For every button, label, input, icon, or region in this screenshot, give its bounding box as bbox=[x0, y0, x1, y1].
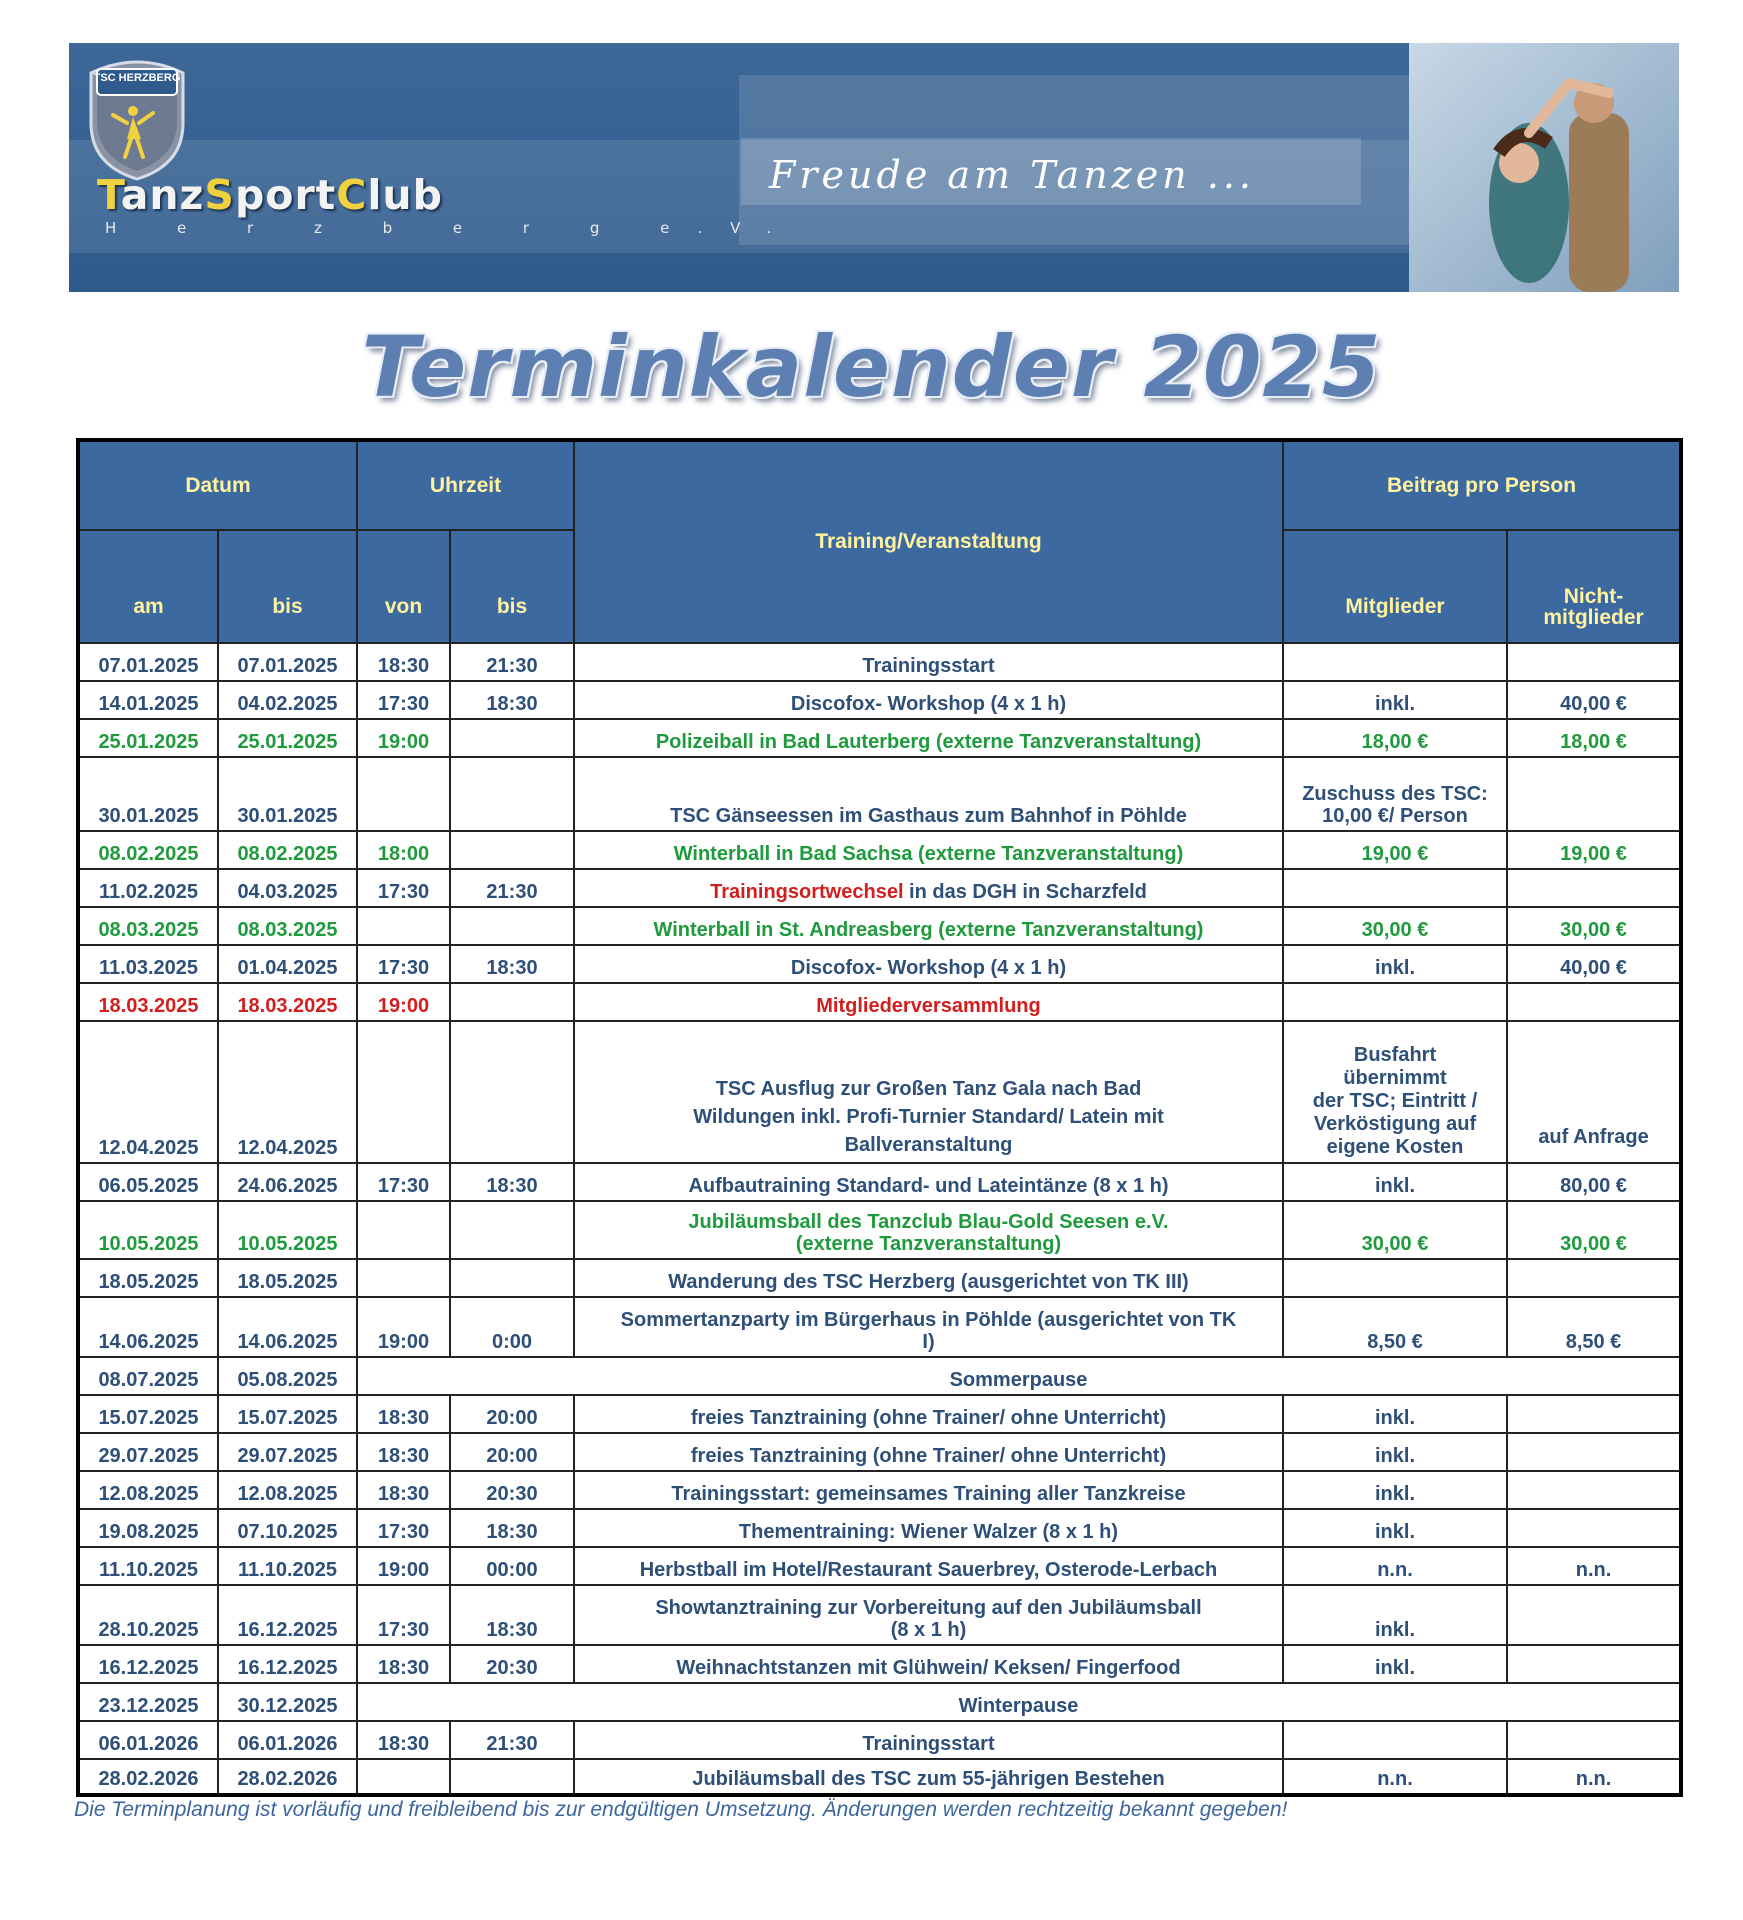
table-row bbox=[78, 1163, 1681, 1201]
header-bis-date: bis bbox=[218, 530, 357, 643]
table-cell: 08.02.2025 bbox=[78, 831, 218, 869]
table-cell: inkl. bbox=[1283, 1645, 1507, 1683]
table-cell bbox=[450, 1759, 574, 1795]
table-cell: 01.04.2025 bbox=[218, 945, 357, 983]
table-cell bbox=[357, 1759, 450, 1795]
table-cell bbox=[1507, 643, 1681, 681]
table-row bbox=[78, 831, 1681, 869]
table-cell: 19:00 bbox=[357, 983, 450, 1021]
table-row bbox=[78, 681, 1681, 719]
table-cell bbox=[1507, 869, 1681, 907]
table-cell bbox=[1283, 869, 1507, 907]
table-cell: 8,50 € bbox=[1283, 1297, 1507, 1357]
table-cell: 18:30 bbox=[357, 643, 450, 681]
table-cell: 28.02.2026 bbox=[218, 1759, 357, 1795]
table-cell: 11.02.2025 bbox=[78, 869, 218, 907]
table-cell: 05.08.2025 bbox=[218, 1357, 357, 1395]
table-cell: 18,00 € bbox=[1283, 719, 1507, 757]
table-cell: 40,00 € bbox=[1507, 945, 1681, 983]
table-cell bbox=[1507, 1509, 1681, 1547]
table-cell: 18.03.2025 bbox=[78, 983, 218, 1021]
table-cell: inkl. bbox=[1283, 1163, 1507, 1201]
table-cell: 17:30 bbox=[357, 681, 450, 719]
table-cell bbox=[1507, 1433, 1681, 1471]
table-cell: 14.06.2025 bbox=[218, 1297, 357, 1357]
header-von: von bbox=[357, 530, 450, 643]
table-cell bbox=[357, 1259, 450, 1297]
table-row bbox=[78, 1509, 1681, 1547]
table-cell: 18:30 bbox=[357, 1433, 450, 1471]
table-cell: n.n. bbox=[1283, 1547, 1507, 1585]
table-cell: 08.03.2025 bbox=[218, 907, 357, 945]
table-cell: 30,00 € bbox=[1283, 907, 1507, 945]
table-cell: Winterpause bbox=[357, 1683, 1681, 1721]
table-cell: 19.08.2025 bbox=[78, 1509, 218, 1547]
table-cell: 20:30 bbox=[450, 1471, 574, 1509]
table-cell: 21:30 bbox=[450, 869, 574, 907]
table-cell bbox=[1283, 983, 1507, 1021]
table-cell bbox=[450, 719, 574, 757]
table-cell: 19:00 bbox=[357, 719, 450, 757]
table-cell: 40,00 € bbox=[1507, 681, 1681, 719]
table-cell: 25.01.2025 bbox=[78, 719, 218, 757]
table-row bbox=[78, 1297, 1681, 1357]
table-cell: 07.01.2025 bbox=[218, 643, 357, 681]
table-cell: Mitgliederversammlung bbox=[574, 983, 1283, 1021]
table-cell: Trainingsstart bbox=[574, 643, 1283, 681]
table-row bbox=[78, 1395, 1681, 1433]
table-cell: 30.12.2025 bbox=[218, 1683, 357, 1721]
table-cell: 20:00 bbox=[450, 1395, 574, 1433]
table-cell: freies Tanztraining (ohne Trainer/ ohne Unterricht) bbox=[574, 1433, 1283, 1471]
table-cell: 19,00 € bbox=[1507, 831, 1681, 869]
table-cell: 06.01.2026 bbox=[78, 1721, 218, 1759]
table-cell: Jubiläumsball des TSC zum 55-jährigen Bestehen bbox=[574, 1759, 1283, 1795]
header-datum: Datum bbox=[78, 440, 357, 530]
table-cell: 19:00 bbox=[357, 1297, 450, 1357]
table-cell: Sommertanzparty im Bürgerhaus in Pöhlde (ausgerichtet von TK I) bbox=[574, 1297, 1283, 1357]
table-cell: 16.12.2025 bbox=[78, 1645, 218, 1683]
table-cell: 16.12.2025 bbox=[218, 1585, 357, 1645]
table-cell: 06.01.2026 bbox=[218, 1721, 357, 1759]
table-row bbox=[78, 1547, 1681, 1585]
table-cell: 24.06.2025 bbox=[218, 1163, 357, 1201]
table-cell: inkl. bbox=[1283, 1433, 1507, 1471]
table-row bbox=[78, 1471, 1681, 1509]
table-cell: 11.03.2025 bbox=[78, 945, 218, 983]
header-mitglieder: Mitglieder bbox=[1283, 530, 1507, 643]
table-cell: Sommerpause bbox=[357, 1357, 1681, 1395]
table-cell: 30,00 € bbox=[1507, 1201, 1681, 1259]
table-cell: 19,00 € bbox=[1283, 831, 1507, 869]
table-cell: Jubiläumsball des Tanzclub Blau-Gold Seesen e.V. (externe Tanzveranstaltung) bbox=[574, 1201, 1283, 1259]
table-cell: 12.08.2025 bbox=[78, 1471, 218, 1509]
table-row bbox=[78, 1645, 1681, 1683]
table-row bbox=[78, 983, 1681, 1021]
table-header-row bbox=[78, 440, 1681, 530]
table-cell bbox=[1507, 1721, 1681, 1759]
table-row bbox=[78, 1683, 1681, 1721]
header-am: am bbox=[78, 530, 218, 643]
header-bis-time: bis bbox=[450, 530, 574, 643]
table-cell: auf Anfrage bbox=[1507, 1021, 1681, 1163]
page-title: Terminkalender 2025 bbox=[361, 318, 1382, 416]
table-cell: 18:30 bbox=[450, 681, 574, 719]
table-cell bbox=[357, 1021, 450, 1163]
table-cell bbox=[450, 1021, 574, 1163]
table-cell: 04.03.2025 bbox=[218, 869, 357, 907]
header-nichtmitglieder: Nicht- mitglieder bbox=[1507, 530, 1681, 643]
table-row bbox=[78, 945, 1681, 983]
table-cell: 06.05.2025 bbox=[78, 1163, 218, 1201]
header-beitrag: Beitrag pro Person bbox=[1283, 440, 1681, 530]
table-cell: 18:30 bbox=[450, 945, 574, 983]
table-cell: 80,00 € bbox=[1507, 1163, 1681, 1201]
table-cell: 14.06.2025 bbox=[78, 1297, 218, 1357]
table-cell: 23.12.2025 bbox=[78, 1683, 218, 1721]
table-cell: 17:30 bbox=[357, 1509, 450, 1547]
table-cell: Polizeiball in Bad Lauterberg (externe Tanzveranstaltung) bbox=[574, 719, 1283, 757]
table-cell: TSC Gänseessen im Gasthaus zum Bahnhof in Pöhlde bbox=[574, 757, 1283, 831]
table-cell: Trainingsstart bbox=[574, 1721, 1283, 1759]
table-cell: inkl. bbox=[1283, 1585, 1507, 1645]
table-cell bbox=[450, 831, 574, 869]
table-cell: 18.03.2025 bbox=[218, 983, 357, 1021]
table-cell: 11.10.2025 bbox=[78, 1547, 218, 1585]
table-cell: 18:30 bbox=[357, 1395, 450, 1433]
table-row bbox=[78, 643, 1681, 681]
table-cell: 14.01.2025 bbox=[78, 681, 218, 719]
table-cell: 07.10.2025 bbox=[218, 1509, 357, 1547]
footnote: Die Terminplanung ist vorläufig und freibleibend bis zur endgültigen Umsetzung. Änderungen werden rechtzeitig bekannt gegeben! bbox=[74, 1798, 1288, 1821]
club-name: TanzSportClub bbox=[97, 171, 443, 219]
table-cell bbox=[1283, 643, 1507, 681]
table-cell bbox=[1283, 1259, 1507, 1297]
table-cell: 17:30 bbox=[357, 869, 450, 907]
table-cell: 28.10.2025 bbox=[78, 1585, 218, 1645]
table-cell: 30,00 € bbox=[1283, 1201, 1507, 1259]
table-cell: 08.02.2025 bbox=[218, 831, 357, 869]
table-cell bbox=[1507, 983, 1681, 1021]
table-cell: Winterball in Bad Sachsa (externe Tanzveranstaltung) bbox=[574, 831, 1283, 869]
table-cell: Zuschuss des TSC: 10,00 €/ Person bbox=[1283, 757, 1507, 831]
table-cell: 08.07.2025 bbox=[78, 1357, 218, 1395]
table-cell: 08.03.2025 bbox=[78, 907, 218, 945]
table-cell: 0:00 bbox=[450, 1297, 574, 1357]
table-cell: 10.05.2025 bbox=[78, 1201, 218, 1259]
table-cell bbox=[450, 907, 574, 945]
logo-text: TSC HERZBERG bbox=[93, 72, 181, 84]
table-cell: 18:00 bbox=[357, 831, 450, 869]
table-cell: 30.01.2025 bbox=[78, 757, 218, 831]
table-cell: 29.07.2025 bbox=[78, 1433, 218, 1471]
table-cell bbox=[450, 1201, 574, 1259]
table-cell: 17:30 bbox=[357, 1585, 450, 1645]
table-cell: 12.04.2025 bbox=[218, 1021, 357, 1163]
table-cell: Weihnachtstanzen mit Glühwein/ Keksen/ Fingerfood bbox=[574, 1645, 1283, 1683]
table-cell: 30.01.2025 bbox=[218, 757, 357, 831]
table-cell: 21:30 bbox=[450, 1721, 574, 1759]
table-cell: inkl. bbox=[1283, 945, 1507, 983]
table-cell: 04.02.2025 bbox=[218, 681, 357, 719]
table-cell: Discofox- Workshop (4 x 1 h) bbox=[574, 681, 1283, 719]
table-cell: 18:30 bbox=[450, 1163, 574, 1201]
table-cell: 18.05.2025 bbox=[218, 1259, 357, 1297]
table-cell bbox=[357, 757, 450, 831]
table-cell: Discofox- Workshop (4 x 1 h) bbox=[574, 945, 1283, 983]
dancers-photo bbox=[1409, 43, 1679, 292]
table-cell: inkl. bbox=[1283, 1395, 1507, 1433]
table-row bbox=[78, 1721, 1681, 1759]
table-row bbox=[78, 1585, 1681, 1645]
header-uhrzeit: Uhrzeit bbox=[357, 440, 574, 530]
table-row bbox=[78, 1433, 1681, 1471]
table-cell: 28.02.2026 bbox=[78, 1759, 218, 1795]
table-cell: 17:30 bbox=[357, 945, 450, 983]
table-cell: Herbstball im Hotel/Restaurant Sauerbrey, Osterode-Lerbach bbox=[574, 1547, 1283, 1585]
header-banner bbox=[69, 43, 1679, 292]
table-cell: freies Tanztraining (ohne Trainer/ ohne Unterricht) bbox=[574, 1395, 1283, 1433]
table-cell: 00:00 bbox=[450, 1547, 574, 1585]
table-cell: 18:30 bbox=[450, 1585, 574, 1645]
table-row bbox=[78, 719, 1681, 757]
table-cell: 20:30 bbox=[450, 1645, 574, 1683]
table-cell: 18.05.2025 bbox=[78, 1259, 218, 1297]
table-cell: 07.01.2025 bbox=[78, 643, 218, 681]
table-cell: 18,00 € bbox=[1507, 719, 1681, 757]
table-cell: n.n. bbox=[1507, 1759, 1681, 1795]
table-cell bbox=[1283, 1721, 1507, 1759]
table-cell bbox=[1507, 1395, 1681, 1433]
table-cell: 18:30 bbox=[357, 1471, 450, 1509]
table-cell bbox=[1507, 1585, 1681, 1645]
table-row bbox=[78, 757, 1681, 831]
table-cell: Trainingsstart: gemeinsames Training aller Tanzkreise bbox=[574, 1471, 1283, 1509]
header-training: Training/Veranstaltung bbox=[574, 440, 1283, 643]
table-row bbox=[78, 1759, 1681, 1795]
table-cell bbox=[1507, 757, 1681, 831]
table-cell bbox=[450, 1259, 574, 1297]
club-logo-icon bbox=[83, 53, 191, 183]
table-cell: n.n. bbox=[1283, 1759, 1507, 1795]
table-cell: 20:00 bbox=[450, 1433, 574, 1471]
table-cell: TSC Ausflug zur Großen Tanz Gala nach Bad Wildungen inkl. Profi-Turnier Standard/ Latein mit Ballveranstaltung bbox=[574, 1021, 1283, 1163]
table-cell bbox=[450, 757, 574, 831]
table-cell bbox=[357, 1201, 450, 1259]
table-row bbox=[78, 1021, 1681, 1163]
table-cell bbox=[450, 983, 574, 1021]
table-cell: 12.08.2025 bbox=[218, 1471, 357, 1509]
table-cell: Aufbautraining Standard- und Lateintänze (8 x 1 h) bbox=[574, 1163, 1283, 1201]
table-cell bbox=[1507, 1259, 1681, 1297]
table-cell: 11.10.2025 bbox=[218, 1547, 357, 1585]
table-cell bbox=[357, 907, 450, 945]
table-cell: inkl. bbox=[1283, 1471, 1507, 1509]
table-row bbox=[78, 1357, 1681, 1395]
table-cell: 15.07.2025 bbox=[78, 1395, 218, 1433]
table-cell: 18:30 bbox=[357, 1645, 450, 1683]
table-cell: 8,50 € bbox=[1507, 1297, 1681, 1357]
table-cell: n.n. bbox=[1507, 1547, 1681, 1585]
table-cell: 17:30 bbox=[357, 1163, 450, 1201]
schedule-table bbox=[76, 438, 1683, 1797]
table-cell: 30,00 € bbox=[1507, 907, 1681, 945]
table-row bbox=[78, 1259, 1681, 1297]
table-cell: 29.07.2025 bbox=[218, 1433, 357, 1471]
table-cell: Wanderung des TSC Herzberg (ausgerichtet von TK III) bbox=[574, 1259, 1283, 1297]
table-cell: 16.12.2025 bbox=[218, 1645, 357, 1683]
table-cell: 18:30 bbox=[450, 1509, 574, 1547]
table-cell: 10.05.2025 bbox=[218, 1201, 357, 1259]
table-row bbox=[78, 869, 1681, 907]
table-cell: Busfahrt übernimmt der TSC; Eintritt / Verköstigung auf eigene Kosten bbox=[1283, 1021, 1507, 1163]
table-cell: Showtanztraining zur Vorbereitung auf den Jubiläumsball (8 x 1 h) bbox=[574, 1585, 1283, 1645]
table-row bbox=[78, 1201, 1681, 1259]
table-cell: Winterball in St. Andreasberg (externe Tanzveranstaltung) bbox=[574, 907, 1283, 945]
table-cell: 12.04.2025 bbox=[78, 1021, 218, 1163]
table-cell: Trainingsortwechsel in das DGH in Scharzfeld bbox=[574, 869, 1283, 907]
table-cell: 21:30 bbox=[450, 643, 574, 681]
table-cell: 25.01.2025 bbox=[218, 719, 357, 757]
table-cell: inkl. bbox=[1283, 681, 1507, 719]
table-row bbox=[78, 907, 1681, 945]
table-cell: Thementraining: Wiener Walzer (8 x 1 h) bbox=[574, 1509, 1283, 1547]
slogan: Freude am Tanzen ... bbox=[769, 153, 1255, 197]
table-cell: 19:00 bbox=[357, 1547, 450, 1585]
table-cell: 18:30 bbox=[357, 1721, 450, 1759]
table-cell: inkl. bbox=[1283, 1509, 1507, 1547]
table-cell bbox=[1507, 1471, 1681, 1509]
table-cell bbox=[1507, 1645, 1681, 1683]
table-cell: 15.07.2025 bbox=[218, 1395, 357, 1433]
club-subtitle: H e r z b e r g e.V. bbox=[105, 219, 800, 237]
